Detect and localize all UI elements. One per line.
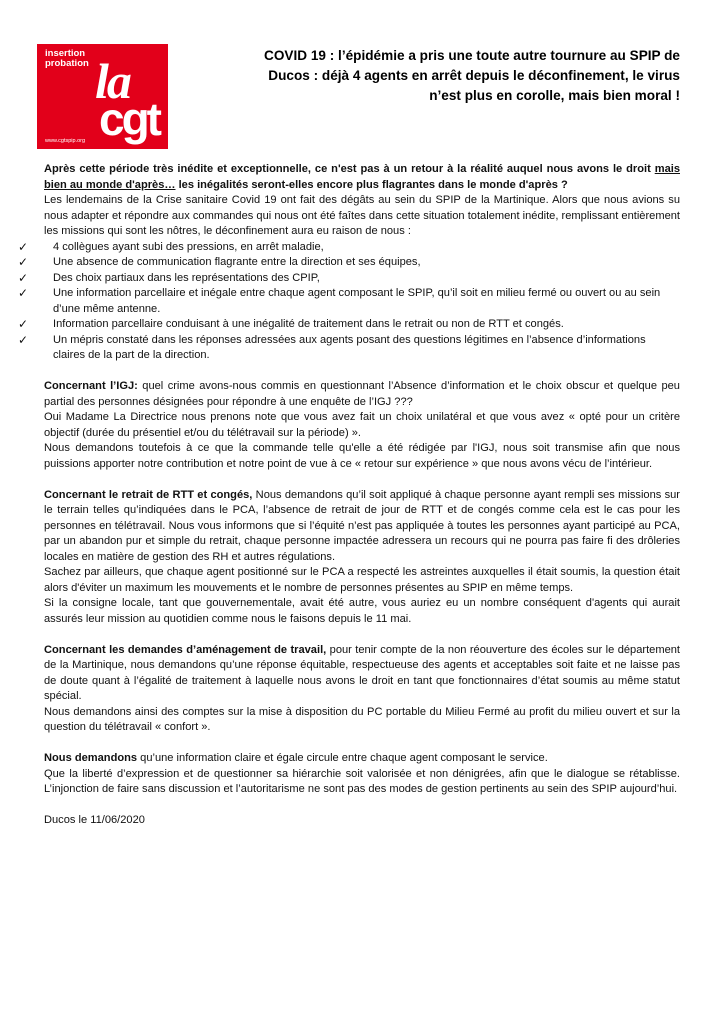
logo-cgt: cgt (99, 93, 159, 145)
check-icon: ✓ (18, 332, 29, 347)
checklist-item (18, 286, 680, 317)
checklist-item-text: Une information parcellaire et inégale entre chaque agent composant le SPIP, qu’il soit en milieu fermé ou ouvert ou au sein d’une même antenne. (53, 287, 661, 315)
rtt-paragraph (44, 488, 680, 566)
checklist-item (18, 270, 680, 287)
check-icon: ✓ (18, 317, 29, 331)
rtt-heading: Concernant le retrait de RTT et congés, (44, 488, 253, 501)
rtt-paragraph-3: Si la consigne locale, tant que gouvernementale, avait été autre, vous auriez eu un nombre conséquent d'agents qui aurait assurés leur mission au quotidien comme nous le faisons depuis le 11 mai. (44, 597, 680, 625)
signature-date: Ducos le 11/06/2020 (44, 814, 145, 826)
checklist-item-text: Des choix partiaux dans les représentations des CPIP, (53, 271, 320, 284)
igj-paragraph-3: Nous demandons toutefois à ce que la commande telle qu'elle a été rédigée par l'IGJ, nous soit transmise afin que nous puissions apporter notre contribution et notre point de vue à ce « retour sur expérience » que nous avons vécu de l’intérieur. (44, 442, 680, 470)
igj-paragraph-2: Oui Madame La Directrice nous prenons note que vous avez fait un choix unilatéral et que vous avez « opté pour un critère objectif (durée du présentiel et/ou du télétravail sur la période) ». (44, 411, 680, 439)
checklist-item-text: Une absence de communication flagrante entre la direction et ses équipes, (53, 256, 421, 268)
check-icon: ✓ (18, 286, 29, 300)
logo-tag-line1: insertion (45, 48, 86, 59)
intro-lead (44, 162, 680, 193)
logo-tag-line2: probation (45, 58, 89, 69)
title-line-2: Ducos : déjà 4 agents en arrêt depuis le déconfinement, le virus (268, 68, 680, 83)
logo-url: www.cgtspip.org (45, 138, 86, 144)
igj-paragraph (44, 379, 680, 410)
check-icon: ✓ (18, 255, 29, 269)
demands-text: qu’une information claire et égale circule entre chaque agent composant le service. (137, 752, 548, 764)
checklist-item (18, 332, 680, 364)
demands-heading: Nous demandons (44, 752, 138, 764)
cgt-logo (37, 44, 168, 149)
amenagement-text: pour tenir compte de la non réouverture des écoles sur le département de la Martinique, nous demandons qu’une réponse équitable, respectueuse des agents et acceptables soit faite et ne laisse pas de doute quant à l’égalité de traitement à laquelle nous avons le droit en tant que fonctionnaires d’état soumis au même statut spécial. (44, 643, 680, 702)
intro-bold-underlined: mais bien au monde d'après… (44, 163, 680, 191)
checklist-item-text: Un mépris constaté dans les réponses adressées aux agents posant des questions légitimes en l’absence d’informations claires de la part de la direction. (53, 333, 646, 361)
title-line-3: n’est plus en corolle, mais bien moral ! (429, 88, 680, 103)
checklist-item (18, 317, 680, 333)
check-icon: ✓ (18, 239, 29, 254)
amenagement-heading: Concernant les demandes d’aménagement de travail, (44, 643, 327, 656)
check-icon: ✓ (18, 270, 29, 285)
checklist-item-text: 4 collègues ayant subi des pressions, en arrêt maladie, (53, 240, 324, 253)
demands-paragraph-2: Que la liberté d’expression et de questionner sa hiérarchie soit valorisée et non dénigrées, afin que le dialogue se rétablisse. L’injonction de faire sans discussion et l’autoritarisme ne sont pas des modes de gestion pertinents au sein des SPIP aujourd’hui. (44, 767, 680, 795)
checklist-item-text: Information parcellaire conduisant à une inégalité de traitement dans le retrait ou non de RTT et congés. (53, 318, 564, 330)
logo-la: la (95, 53, 130, 109)
title-line-1: COVID 19 : l’épidémie a pris une toute autre tournure au SPIP de (264, 48, 680, 63)
logo-tagline (45, 49, 89, 69)
demands-paragraph (44, 751, 680, 767)
rtt-text: Nous demandons qu’il soit appliqué à chaque personne ayant rempli ses missions sur le terrain telles qu’indiquées dans le PCA, l’absence de retrait de jour de RTT et de congés comme cela est le cas pour les personnes en télétravail. Nous vous informons que si l’équité n’est pas appliquée à toutes les personnes ayant participé au PCA, par un abandon pur et simple du retrait, chaque personne impactée adressera un recours qui ne pourra pas faire fi des drôleries locales en matière de gestion des RH et autres régulations. (44, 488, 680, 563)
checklist-item (18, 255, 680, 271)
intro-bold-a: Après cette période très inédite et exceptionnelle, ce n'est pas à un retour à la réalité auquel nous avons le droit (44, 163, 655, 175)
rtt-paragraph-2: Sachez par ailleurs, que chaque agent positionné sur le PCA a respecté les astreintes auxquelles il était soumis, la question était alors d'éviter un maximum les mouvements et le nombre de personnes présentes au SPIP en même temps. (44, 566, 680, 594)
intro-bold-b: les inégalités seront-elles encore plus flagrantes dans le monde d'après ? (175, 178, 568, 191)
document-title (190, 46, 680, 106)
amenagement-paragraph (44, 643, 680, 705)
checklist-item (18, 239, 680, 256)
intro-paragraph: Les lendemains de la Crise sanitaire Covid 19 ont fait des dégâts au sein du SPIP de la Martinique. Alors que nous avions su nous adapter et répondre aux commandes qui nous ont été faîtes dans cette situation totalement inédite, remplissant entièrement les missions qui sont les nôtres, le déconfinement aura eu raison de nous : (44, 194, 680, 237)
amenagement-paragraph-2: Nous demandons ainsi des comptes sur la mise à disposition du PC portable du Milieu Fermé au profit du milieu ouvert et sur la question du télétravail « confort ». (44, 705, 680, 733)
igj-text: quel crime avons-nous commis en questionnant l’Absence d’information et le choix obscur et quelque peu partial des personnes désignées pour répondre à une enquête de l’IGJ ??? (44, 380, 680, 408)
document-body (18, 162, 680, 829)
grievance-checklist (18, 239, 680, 364)
igj-heading: Concernant l’IGJ: (44, 380, 138, 392)
